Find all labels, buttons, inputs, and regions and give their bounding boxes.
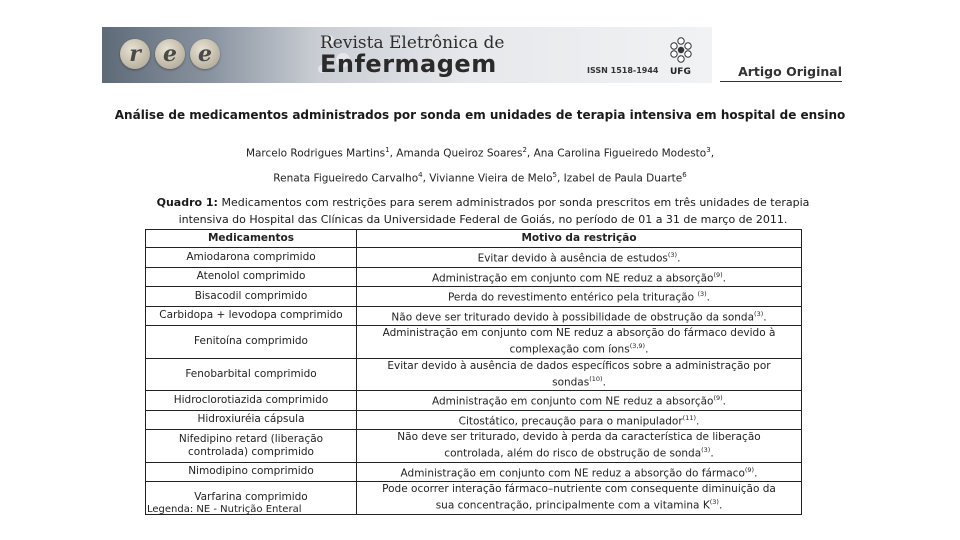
table-row [146,287,802,307]
reference-superscript: (3,9) [629,342,646,350]
author-name: Renata Figueiredo Carvalho [273,172,419,184]
reason-cell [357,391,802,411]
drug-cell [146,287,357,307]
reason-cell [357,462,802,482]
reference-superscript: (3) [709,498,719,506]
table-row [146,410,802,430]
sentence-end: . [718,499,723,512]
drug-cell [146,391,357,411]
table-caption [148,194,818,228]
reason-text-line: sua concentração, principalmente com a vitamina K [435,499,710,512]
journal-name-line1: Revista Eletrônica de [320,33,505,53]
reason-text-line: Administração em conjunto com NE reduz a absorção [431,395,714,408]
reason-cell [357,306,802,326]
ufg-logo-icon [668,37,694,63]
reason-cell [357,482,802,515]
reference-superscript: (10) [589,374,603,383]
sentence-end: . [722,395,727,408]
caption-label: Quadro 1: [156,196,218,209]
logo-letter-e1: e [155,39,185,69]
reason-text-line: Evitar devido à ausência de dados específicos sobre a administração por [387,359,771,372]
drug-name-line: Varfarina comprimido [194,491,308,504]
drug-name-line: Fenobarbital comprimido [185,367,317,380]
reason-text-line: Evitar devido à ausência de estudos [477,252,668,265]
table-row [146,430,802,463]
table-body [146,248,802,515]
sentence-end: . [763,311,767,323]
reason-cell [357,410,802,430]
reason-cell [357,358,802,391]
drug-name-line: Hidroclorotiazida comprimido [173,393,329,406]
reference-superscript: (3) [754,309,764,318]
sentence-end: . [677,252,681,265]
table-row [146,248,802,268]
sentence-end: . [696,415,700,427]
author-affiliation: 1 [385,146,390,154]
reason-text-line: Administração em conjunto com NE reduz a absorção [431,272,714,284]
drug-cell [146,326,357,359]
header-medicamentos: Medicamentos [146,230,357,248]
reason-cell [357,287,802,307]
author-affiliation: 3 [706,146,711,154]
reason-text-line: Administração em conjunto com NE reduz a absorção do fármaco [400,467,745,479]
reason-text-line: Não deve ser triturado, devido à perda da característica de liberação [397,431,761,443]
medications-table [145,229,802,515]
reason-text-line: Não deve ser triturado devido à possibilidade de obstrução da sonda [391,311,755,323]
drug-name-line: Amiodarona comprimido [186,250,316,263]
table-row [146,358,802,391]
drug-name-line: Atenolol comprimido [196,270,306,283]
author-line-2: Renata Figueiredo Carvalho$^4$, Vivianne Vieira de Melo$^5$, Izabel de Paula Duarte$^6$ [273,170,687,184]
drug-name-line: Nimodipino comprimido [188,465,314,478]
sentence-end: . [645,343,649,356]
reason-text-line: controlada, além do risco de obstrução de sonda [444,447,702,460]
logo-letter-e2: e [190,39,220,69]
drug-cell [146,358,357,391]
drug-name-line: Hidroxiuréia cápsula [197,413,305,426]
table-row [146,306,802,326]
author-name: Marcelo Rodrigues Martins [245,147,386,160]
reason-cell [357,248,802,268]
drug-name-line: controlada) comprimido [188,445,314,458]
paper-title: Análise de medicamentos administrados por sonda em unidades de terapia intensiva em hospital de ensino [114,108,846,122]
author-name: Vivianne Vieira de Melo [429,172,553,184]
reference-superscript: (9) [744,465,755,474]
table-row [146,326,802,359]
table-row [146,462,802,482]
header-motivo: Motivo da restrição [357,230,802,248]
sentence-end: . [710,447,714,460]
reason-text-line: Administração em conjunto com NE reduz a absorção do fármaco devido à [382,327,776,339]
reason-cell [357,267,802,287]
author-affiliation: 2 [522,146,527,154]
reason-cell [357,326,802,359]
logo-letter-r: r [120,39,150,69]
reference-superscript: (11) [682,413,697,422]
reason-text-line: Citostático, precaução para o manipulador [458,415,683,427]
table-row [146,267,802,287]
reference-superscript: (9) [713,270,723,279]
author-affiliation: 4 [418,170,423,179]
sentence-end: . [706,291,711,304]
caption-text-2: intensiva do Hospital das Clínicas da Universidade Federal de Goiás, no período de 01 a 31 de março de 2011. [178,213,788,226]
drug-name-line: Bisacodil comprimido [194,289,308,302]
reason-text-line: Perda do revestimento entérico pela trituração [447,291,698,304]
drug-cell [146,248,357,268]
issn-label: ISSN 1518-1944 [587,66,659,75]
drug-cell [146,306,357,326]
author-line-1: Marcelo Rodrigues Martins$^1$, Amanda Queiroz Soares$^2$, Ana Carolina Figueiredo Modesto$^3$, [245,146,715,160]
author-affiliation: 5 [552,170,557,179]
sentence-end: . [602,376,606,388]
drug-cell [146,410,357,430]
university-label: UFG [670,67,691,77]
drug-cell [146,430,357,463]
author-name: Amanda Queiroz Soares [396,147,523,160]
reference-superscript: (9) [713,394,723,402]
reference-superscript: (3) [697,290,707,298]
table-header-row [146,230,802,248]
article-type-label: Artigo Original [720,64,842,82]
reason-text-line: Pode ocorrer interação fármaco–nutriente com consequente diminuição da [382,483,776,495]
caption-text-1: Medicamentos com restrições para serem administrados por sonda prescritos em três unidades de terapia [217,196,810,209]
sentence-end: . [754,467,758,479]
drug-cell [146,267,357,287]
reason-text-line: complexação com íons [509,343,630,356]
journal-name-line2: Enfermagem [320,50,497,78]
table-row [146,391,802,411]
table-legend: Legenda: NE - Nutrição Enteral [147,504,302,515]
journal-banner [102,27,712,83]
author-list [0,140,960,189]
drug-name-line: Carbidopa + levodopa comprimido [159,309,343,322]
author-name: Ana Carolina Figueiredo Modesto [533,147,707,160]
drug-name-line: Nifedipino retard (liberação [178,432,324,445]
author-name: Izabel de Paula Duarte [563,172,683,184]
drug-cell [146,462,357,482]
drug-name-line: Fenitoína comprimido [194,335,308,348]
reason-cell [357,430,802,463]
author-affiliation: 6 [682,170,687,179]
reason-text-line: sondas [552,376,590,388]
sentence-end: . [722,272,727,284]
reference-superscript: (3) [667,251,678,259]
reference-superscript: (3) [701,446,711,454]
